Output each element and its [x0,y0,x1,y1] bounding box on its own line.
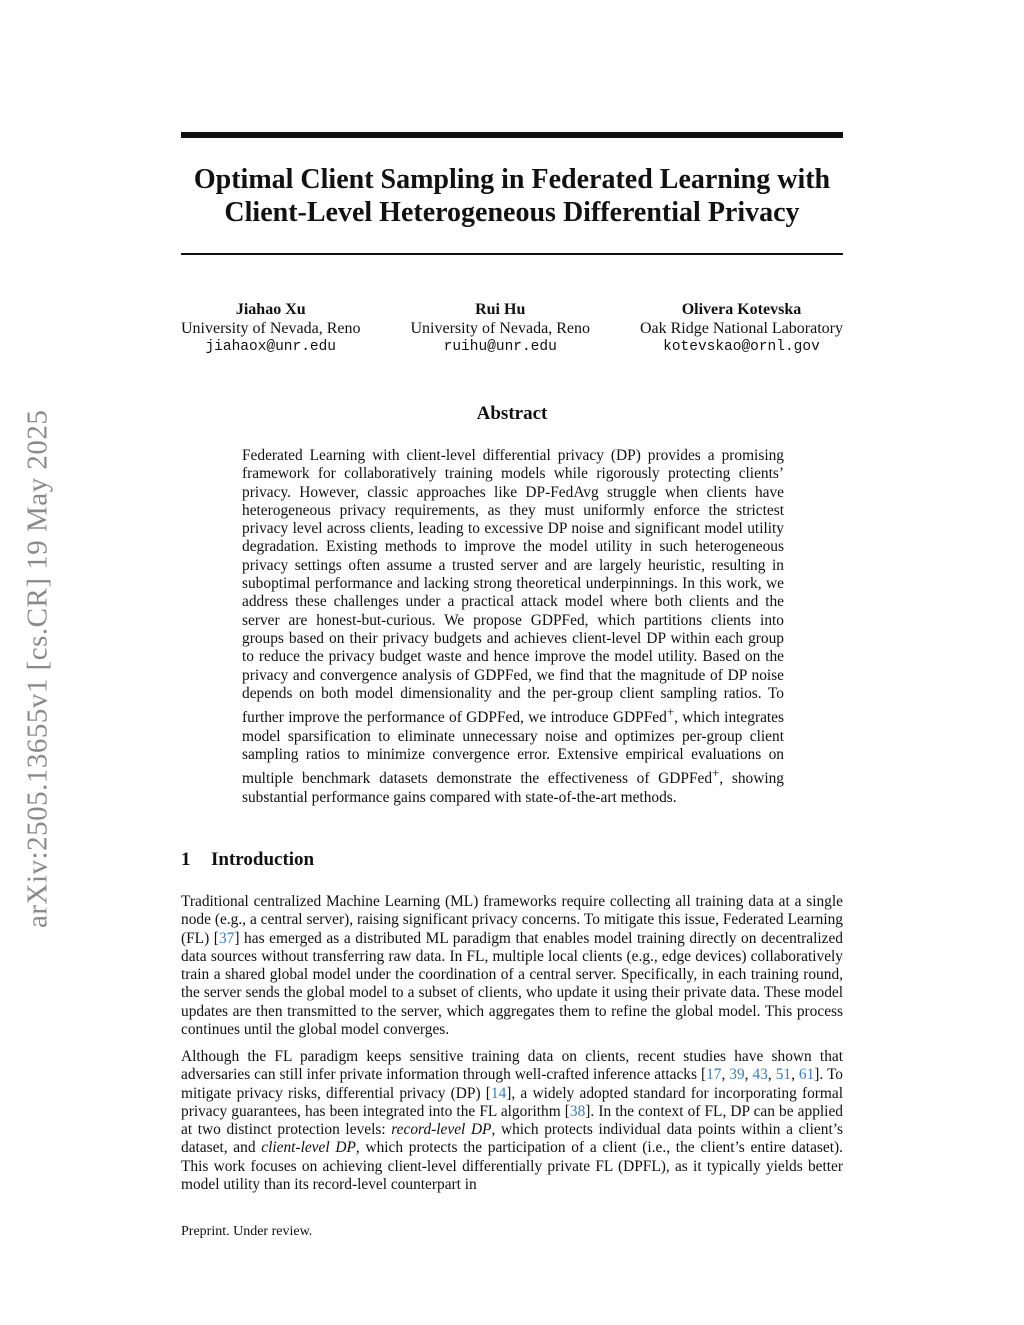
paragraph-text: ]. To mitigate privacy risks, differential privacy (DP) [ [181,1066,843,1102]
citation-link[interactable]: 43 [752,1066,768,1084]
abstract-text-part: Federated Learning with client-level differential privacy (DP) provides a promising framework for collaboratively training models while rigorously protecting clients’ privacy. However, classic approaches like DP-FedAvg struggle when clients have heterogeneous privacy requirements, as they must uniformly enforce the strictest privacy level across clients, leading to excessive DP noise and significant model utility degradation. Existing methods to improve the model utility in such heterogeneous privacy settings often assume a trusted server and are largely heuristic, resulting in suboptimal performance and lacking strong theoretical underpinnings. In this work, we address these challenges under a practical attack model where both clients and the server are honest-but-curious. We propose GDPFed, which partitions clients into groups based on their privacy budgets and achieves client-level DP within each group to reduce the privacy budget waste and hence improve the model utility. Based on the privacy and convergence analysis of GDPFed, we find that the magnitude of DP noise depends on both model dimensionality and the per-group client sampling ratios. To further improve the performance of GDPFed, we introduce GDPFed [242,447,784,727]
author-2 [410,300,590,357]
abstract-text [242,447,784,807]
paragraph-text: , which protects the participation of a client (i.e., the client’s entire dataset). This work focuses on achieving client-level differentially private FL (DPFL), as it typically yields better model utility than its record-level counterpart in [181,1139,843,1194]
citation-link[interactable]: 14 [490,1084,507,1102]
emphasis-text: record-level DP [391,1121,492,1139]
author-name: Olivera Kotevska [681,301,802,318]
paragraph-text: ] has emerged as a distributed ML paradigm that enables model training directly on decentralized data sources without transferring raw data. In FL, multiple local clients (e.g., edge devices) collaboratively train a shared global model under the coordination of a central server. Specifically, in each training round, the server sends the global model to a subset of clients, who update it using their private data. These model updates are then transmitted to the server, which aggregates them to refine the global model. This process continues until the global model converges. [181,929,844,1039]
author-name: Rui Hu [475,301,526,318]
section-title: Introduction [211,849,315,870]
author-1 [181,300,361,357]
citation-link[interactable]: 17 [706,1066,722,1084]
intro-paragraph-2: Although the FL paradigm keeps sensitive training data on clients, recent studies have shown that adversaries can still infer private information through well-crafted inference attacks [17, 39, 43, 51, 61]. To mitigate privacy risks, differential privacy (DP) [14], a widely adopted standard for incorporating formal privacy guarantees, has been integrated into the FL algorithm [38]. In the context of FL, DP can be applied at two distinct protection levels: record-level DP, which protects individual data points within a client’s dataset, and client-level DP, which protects the participation of a client (i.e., the client’s entire dataset). This work focuses on achieving client-level differentially private FL (DPFL), as it typically yields better model utility than its record-level counterpart in [181,1048,843,1194]
abstract-text-part: , showing substantial performance gains compared with state-of-the-art methods. [242,770,785,806]
author-affiliation: Oak Ridge National Laboratory [639,320,843,337]
author-email[interactable]: jiahaox@unr.edu [205,339,337,355]
author-name: Jiahao Xu [235,301,306,318]
author-email[interactable]: ruihu@unr.edu [443,339,557,355]
section-heading-introduction [181,849,314,871]
citation-link[interactable]: 39 [729,1066,745,1084]
citation-link[interactable]: 38 [569,1102,586,1120]
title-line-1: Optimal Client Sampling in Federated Learning with [193,164,831,195]
intro-paragraph-1 [181,893,843,1039]
superscript-plus: + [666,705,675,720]
title-top-rule [181,132,843,138]
paragraph-text: Traditional centralized Machine Learning (ML) frameworks require collecting all training data at a single node (e.g., a central server), raising significant privacy concerns. To mitigate this issue, Federated Learning (FL) [ [181,893,843,947]
superscript-plus: + [712,766,720,781]
author-3 [640,300,843,357]
author-block [181,300,843,357]
title-line-2: Client-Level Heterogeneous Differential Privacy [224,197,800,228]
paragraph-text: , which protects individual data points within a client’s dataset, and [181,1121,843,1157]
abstract-text-part: , which integrates model sparsification to eliminate unnecessary noise and optimizes per-group client sampling ratios to minimize convergence error. Extensive empirical evaluations on multiple benchmark datasets demonstrate the effectiveness of GDPFed [242,709,784,788]
author-affiliation: University of Nevada, Reno [410,320,590,337]
paragraph-text: ], a widely adopted standard for incorporating formal privacy guarantees, has been integrated into the FL algorithm [ [181,1084,843,1120]
arxiv-sidebar-stamp: arXiv:2505.13655v1 [cs.CR] 19 May 2025 [21,409,54,929]
citation-link[interactable]: 61 [798,1066,815,1084]
paper-title [181,163,843,229]
emphasis-text: client-level DP [261,1139,356,1157]
citation-link[interactable]: 51 [775,1066,792,1084]
author-email[interactable]: kotevskao@ornl.gov [663,339,820,355]
abstract-heading: Abstract [476,403,548,424]
author-affiliation: University of Nevada, Reno [181,320,361,337]
paragraph-text: Although the FL paradigm keeps sensitive training data on clients, recent studies have shown that adversaries can still infer private information through well-crafted inference attacks [ [181,1048,843,1084]
section-number: 1 [181,849,191,870]
paragraph-text: ]. In the context of FL, DP can be applied at two distinct protection levels: [181,1102,843,1139]
citation-link[interactable]: 37 [218,929,235,947]
footer-note: Preprint. Under review. [181,1224,313,1239]
title-bottom-rule [181,253,843,255]
